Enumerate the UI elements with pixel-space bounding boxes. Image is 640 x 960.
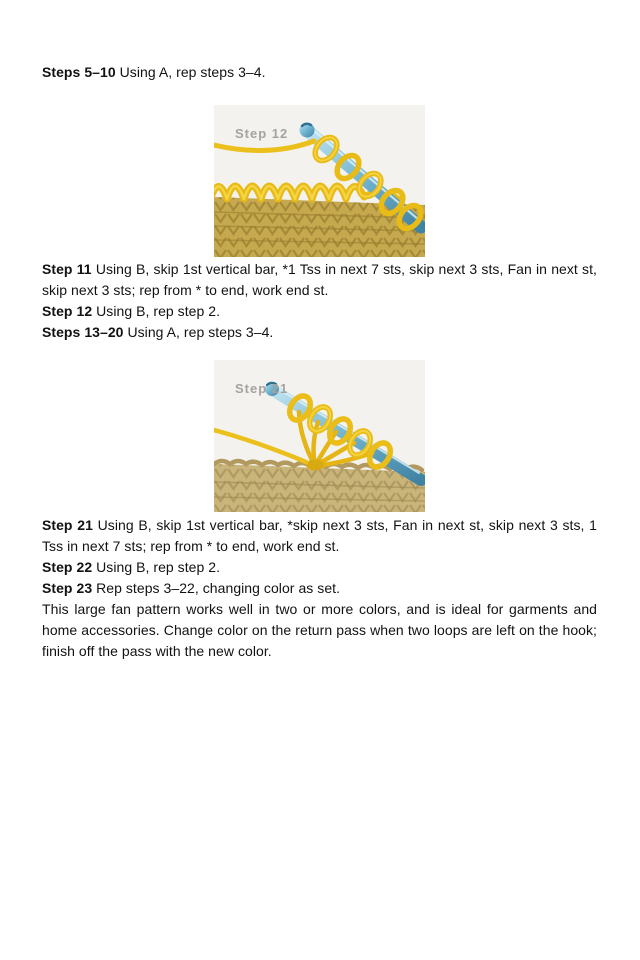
step-label: Steps 13–20: [42, 324, 124, 340]
step-label: Step 12: [42, 303, 93, 319]
instruction-steps-5-10: [42, 62, 597, 83]
crochet-photo-step-12: [214, 105, 425, 257]
step-text: Using A, rep steps 3–4.: [127, 324, 274, 340]
step-text: Using B, skip 1st vertical bar, *1 Tss in next 7 sts, skip next 3 sts, Fan in next st, skip next 3 sts; rep from * to end, work end st.: [42, 261, 597, 298]
step-text: Using B, rep step 2.: [96, 559, 221, 575]
crochet-photo-step-21: [214, 360, 425, 512]
figure-caption: Step 21: [235, 381, 289, 396]
step-label: Step 21: [42, 517, 93, 533]
step-label: Steps 5–10: [42, 64, 116, 80]
figure-caption: Step 12: [235, 126, 289, 141]
step-text: Rep steps 3–22, changing color as set.: [96, 580, 341, 596]
instruction-step-21: [42, 515, 597, 557]
instruction-step-11: [42, 259, 597, 301]
instruction-step-22: [42, 557, 597, 578]
instruction-step-23: [42, 578, 597, 599]
instruction-steps-13-20: [42, 322, 597, 343]
instruction-step-12: [42, 301, 597, 322]
step-label: Step 22: [42, 559, 93, 575]
step-label: Step 11: [42, 261, 92, 277]
step-text: Using B, rep step 2.: [96, 303, 221, 319]
step-label: Step 23: [42, 580, 93, 596]
step-text: Using B, skip 1st vertical bar, *skip next 3 sts, Fan in next st, skip next 3 sts, 1 Tss in next 7 sts; rep from * to end, work end st.: [42, 517, 597, 554]
pattern-note: This large fan pattern works well in two or more colors, and is ideal for garments and home accessories. Change color on the return pass when two loops are left on the hook; finish off the pass with the new color.: [42, 601, 597, 659]
figure-step-12: [214, 105, 425, 257]
step-text: Using A, rep steps 3–4.: [119, 64, 266, 80]
figure-step-21: [214, 360, 425, 512]
